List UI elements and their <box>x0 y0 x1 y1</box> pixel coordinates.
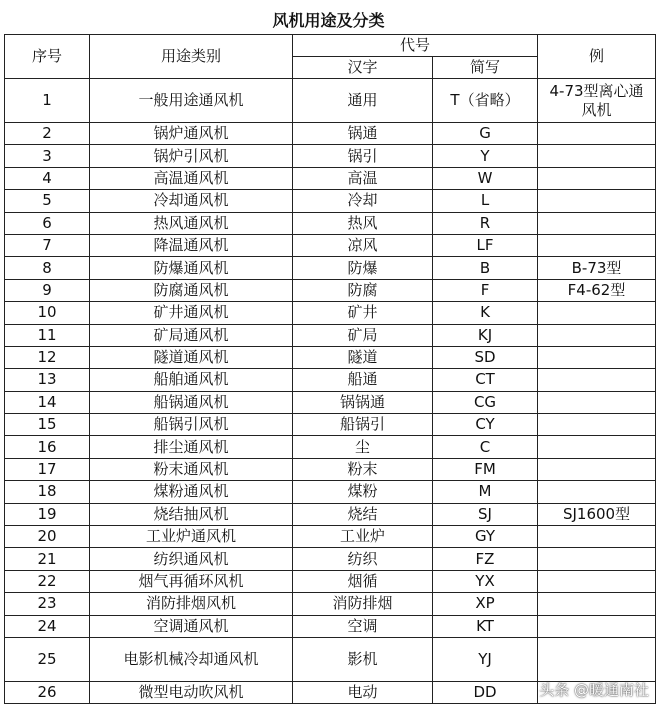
header-hanzi: 汉字 <box>293 57 433 79</box>
table-row <box>5 279 656 301</box>
table-row <box>5 570 656 592</box>
table-row <box>5 346 656 368</box>
cell-hanzi: 烧结 <box>293 503 433 525</box>
table-row <box>5 414 656 436</box>
cell-no: 2 <box>5 123 90 145</box>
cell-hanzi: 纺织 <box>293 548 433 570</box>
cell-abbr: GY <box>433 526 538 548</box>
cell-hanzi: 防爆 <box>293 257 433 279</box>
cell-no: 10 <box>5 302 90 324</box>
cell-hanzi: 船锅引 <box>293 414 433 436</box>
cell-example <box>538 190 656 212</box>
header-example: 例 <box>538 35 656 79</box>
cell-usage: 高温通风机 <box>90 167 293 189</box>
cell-usage: 冷却通风机 <box>90 190 293 212</box>
cell-usage: 烟气再循环风机 <box>90 570 293 592</box>
cell-no: 3 <box>5 145 90 167</box>
header-abbr: 简写 <box>433 57 538 79</box>
cell-abbr: G <box>433 123 538 145</box>
watermark: 头条 @暖通南社 <box>539 681 649 699</box>
fan-usage-table <box>4 34 656 704</box>
table-row <box>5 458 656 480</box>
cell-example <box>538 346 656 368</box>
cell-usage: 粉末通风机 <box>90 458 293 480</box>
cell-hanzi: 热风 <box>293 212 433 234</box>
cell-no: 6 <box>5 212 90 234</box>
cell-no: 16 <box>5 436 90 458</box>
cell-usage: 防爆通风机 <box>90 257 293 279</box>
table-row <box>5 615 656 637</box>
cell-abbr: C <box>433 436 538 458</box>
cell-no: 24 <box>5 615 90 637</box>
cell-abbr: F <box>433 279 538 301</box>
table-row <box>5 167 656 189</box>
cell-hanzi: 凉风 <box>293 234 433 256</box>
cell-no: 5 <box>5 190 90 212</box>
table-row <box>5 503 656 525</box>
cell-example <box>538 637 656 681</box>
cell-hanzi: 尘 <box>293 436 433 458</box>
cell-hanzi: 冷却 <box>293 190 433 212</box>
cell-hanzi: 船通 <box>293 369 433 391</box>
cell-hanzi: 锅引 <box>293 145 433 167</box>
cell-no: 25 <box>5 637 90 681</box>
cell-no: 21 <box>5 548 90 570</box>
cell-example <box>538 145 656 167</box>
cell-hanzi: 通用 <box>293 79 433 123</box>
cell-usage: 防腐通风机 <box>90 279 293 301</box>
cell-hanzi: 高温 <box>293 167 433 189</box>
cell-no: 22 <box>5 570 90 592</box>
cell-no: 26 <box>5 681 90 703</box>
table-row <box>5 190 656 212</box>
table-row <box>5 593 656 615</box>
cell-usage: 船锅通风机 <box>90 391 293 413</box>
cell-abbr: SD <box>433 346 538 368</box>
cell-hanzi: 电动 <box>293 681 433 703</box>
cell-example <box>538 436 656 458</box>
table-row <box>5 369 656 391</box>
cell-abbr: CG <box>433 391 538 413</box>
cell-example <box>538 458 656 480</box>
cell-example: SJ1600型 <box>538 503 656 525</box>
cell-usage: 热风通风机 <box>90 212 293 234</box>
cell-abbr: KT <box>433 615 538 637</box>
cell-abbr: B <box>433 257 538 279</box>
table-row <box>5 436 656 458</box>
cell-hanzi: 锅通 <box>293 123 433 145</box>
table-row <box>5 123 656 145</box>
cell-abbr: CY <box>433 414 538 436</box>
cell-example <box>538 302 656 324</box>
cell-hanzi: 烟循 <box>293 570 433 592</box>
cell-example <box>538 570 656 592</box>
cell-usage: 排尘通风机 <box>90 436 293 458</box>
cell-abbr: W <box>433 167 538 189</box>
table-row <box>5 324 656 346</box>
cell-no: 13 <box>5 369 90 391</box>
cell-abbr: R <box>433 212 538 234</box>
cell-hanzi: 矿井 <box>293 302 433 324</box>
cell-example <box>538 615 656 637</box>
cell-usage: 船锅引风机 <box>90 414 293 436</box>
cell-hanzi: 煤粉 <box>293 481 433 503</box>
cell-usage: 消防排烟风机 <box>90 593 293 615</box>
table-title: 风机用途及分类 <box>272 11 385 30</box>
cell-example <box>538 548 656 570</box>
cell-abbr: L <box>433 190 538 212</box>
cell-hanzi: 影机 <box>293 637 433 681</box>
cell-abbr: YX <box>433 570 538 592</box>
cell-no: 7 <box>5 234 90 256</box>
cell-usage: 降温通风机 <box>90 234 293 256</box>
cell-abbr: SJ <box>433 503 538 525</box>
cell-abbr: DD <box>433 681 538 703</box>
cell-usage: 一般用途通风机 <box>90 79 293 123</box>
cell-abbr: CT <box>433 369 538 391</box>
cell-abbr: YJ <box>433 637 538 681</box>
table-row <box>5 637 656 681</box>
cell-hanzi: 矿局 <box>293 324 433 346</box>
header-usage: 用途类别 <box>90 35 293 79</box>
cell-no: 1 <box>5 79 90 123</box>
cell-usage: 船舶通风机 <box>90 369 293 391</box>
cell-hanzi: 消防排烟 <box>293 593 433 615</box>
cell-hanzi: 空调 <box>293 615 433 637</box>
cell-no: 23 <box>5 593 90 615</box>
table-row <box>5 548 656 570</box>
cell-usage: 纺织通风机 <box>90 548 293 570</box>
cell-usage: 工业炉通风机 <box>90 526 293 548</box>
cell-abbr: T（省略） <box>433 79 538 123</box>
cell-abbr: K <box>433 302 538 324</box>
cell-abbr: FZ <box>433 548 538 570</box>
header-no: 序号 <box>5 35 90 79</box>
cell-usage: 烧结抽风机 <box>90 503 293 525</box>
cell-example <box>538 481 656 503</box>
cell-abbr: FM <box>433 458 538 480</box>
cell-example: B-73型 <box>538 257 656 279</box>
cell-example <box>538 593 656 615</box>
cell-hanzi: 锅锅通 <box>293 391 433 413</box>
cell-no: 4 <box>5 167 90 189</box>
cell-hanzi: 防腐 <box>293 279 433 301</box>
cell-no: 12 <box>5 346 90 368</box>
header-code: 代号 <box>293 35 538 57</box>
cell-abbr: M <box>433 481 538 503</box>
cell-no: 8 <box>5 257 90 279</box>
table-row <box>5 257 656 279</box>
cell-usage: 电影机械冷却通风机 <box>90 637 293 681</box>
table-row <box>5 145 656 167</box>
cell-hanzi: 隧道 <box>293 346 433 368</box>
cell-abbr: Y <box>433 145 538 167</box>
cell-example <box>538 414 656 436</box>
cell-no: 20 <box>5 526 90 548</box>
table-row <box>5 302 656 324</box>
cell-no: 15 <box>5 414 90 436</box>
table-row <box>5 481 656 503</box>
cell-abbr: KJ <box>433 324 538 346</box>
cell-example <box>538 526 656 548</box>
table-row <box>5 212 656 234</box>
cell-example <box>538 391 656 413</box>
cell-no: 9 <box>5 279 90 301</box>
cell-no: 19 <box>5 503 90 525</box>
table-row <box>5 526 656 548</box>
cell-usage: 空调通风机 <box>90 615 293 637</box>
cell-example: F4-62型 <box>538 279 656 301</box>
cell-usage: 矿井通风机 <box>90 302 293 324</box>
table-row <box>5 234 656 256</box>
cell-example <box>538 123 656 145</box>
cell-example <box>538 234 656 256</box>
cell-example <box>538 369 656 391</box>
table-row <box>5 79 656 123</box>
cell-usage: 矿局通风机 <box>90 324 293 346</box>
cell-no: 17 <box>5 458 90 480</box>
cell-no: 18 <box>5 481 90 503</box>
table-row <box>5 391 656 413</box>
cell-example: 4-73型离心通风机 <box>538 79 656 123</box>
cell-example <box>538 167 656 189</box>
cell-example <box>538 212 656 234</box>
cell-usage: 锅炉通风机 <box>90 123 293 145</box>
cell-usage: 微型电动吹风机 <box>90 681 293 703</box>
cell-hanzi: 粉末 <box>293 458 433 480</box>
cell-abbr: XP <box>433 593 538 615</box>
cell-usage: 锅炉引风机 <box>90 145 293 167</box>
cell-example <box>538 324 656 346</box>
cell-usage: 煤粉通风机 <box>90 481 293 503</box>
cell-usage: 隧道通风机 <box>90 346 293 368</box>
cell-no: 14 <box>5 391 90 413</box>
cell-hanzi: 工业炉 <box>293 526 433 548</box>
cell-abbr: LF <box>433 234 538 256</box>
cell-no: 11 <box>5 324 90 346</box>
